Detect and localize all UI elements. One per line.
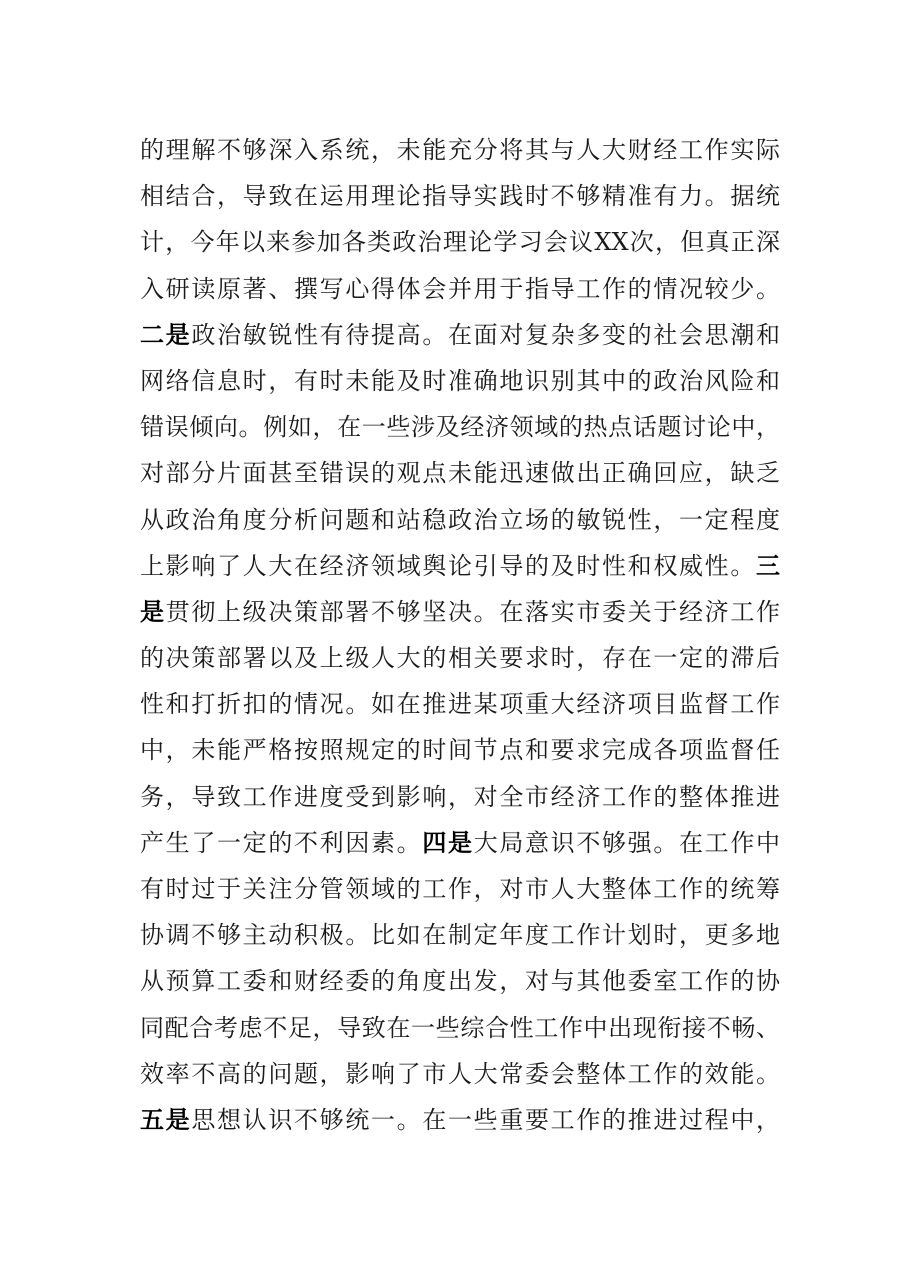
text-line (140, 219, 780, 265)
bold-lead-phrase: 四是 (422, 828, 474, 857)
text-line (140, 450, 780, 496)
text-run: 相结合，导致在运用理论指导实践时不够精准有力。据统 (140, 182, 780, 211)
text-run: 错误倾向。例如，在一些涉及经济领域的热点话题讨论中， (140, 413, 780, 442)
text-line (140, 635, 780, 681)
text-line (140, 727, 780, 773)
text-run: 的理解不够深入系统，未能充分将其与人大财经工作实际 (140, 136, 780, 164)
text-line (140, 958, 780, 1004)
text-run: 政治敏锐性有待提高。在面对复杂多变的社会思潮和 (191, 320, 781, 349)
text-line (140, 173, 780, 219)
text-line (140, 404, 780, 450)
text-line (140, 1005, 780, 1051)
text-run: 大局意识不够强。在工作中 (473, 828, 781, 857)
text-run: 产生了一定的不利因素。 (140, 828, 423, 857)
body-text (140, 127, 780, 1143)
bold-lead-phrase: 是 (140, 597, 166, 626)
bold-lead-phrase: 五是 (140, 1105, 192, 1134)
text-run: 同配合考虑不足，导致在一些综合性工作中出现衔接不畅、 (140, 1013, 780, 1042)
text-line (140, 497, 780, 543)
text-run: 协调不够主动积极。比如在制定年度工作计划时，更多地 (140, 921, 780, 950)
text-run: 思想认识不够统一。在一些重要工作的推进过程中， (191, 1105, 781, 1134)
text-run: 的决策部署以及上级人大的相关要求时，存在一定的滞后 (140, 644, 780, 673)
bold-lead-phrase: 三 (756, 551, 780, 580)
text-run: 中，未能严格按照规定的时间节点和要求完成各项监督任 (140, 736, 780, 765)
text-run: 网络信息时，有时未能及时准确地识别其中的政治风险和 (140, 366, 780, 395)
text-run: 有时过于关注分管领域的工作，对市人大整体工作的统筹 (140, 875, 780, 903)
text-line (140, 543, 780, 589)
text-run: 入研读原著、撰写心得体会并用于指导工作的情况较少。 (140, 274, 780, 303)
text-line (140, 774, 780, 820)
text-run: 计，今年以来参加各类政治理论学习会议XX次，但真正深 (140, 228, 780, 257)
text-line (140, 866, 780, 912)
text-run: 贯彻上级决策部署不够坚决。在落实市委关于经济工作 (165, 597, 781, 626)
text-run: 效率不高的问题，影响了市人大常委会整体工作的效能。 (140, 1059, 780, 1088)
text-line (140, 1097, 780, 1143)
text-line (140, 358, 780, 404)
text-line (140, 266, 780, 312)
text-run: 从政治角度分析问题和站稳政治立场的敏锐性，一定程度 (140, 505, 780, 534)
bold-lead-phrase: 二是 (140, 320, 192, 349)
text-line (140, 1051, 780, 1097)
text-run: 上影响了人大在经济领域舆论引导的及时性和权威性。 (140, 551, 756, 580)
text-run: 性和打折扣的情况。如在推进某项重大经济项目监督工作 (140, 690, 780, 719)
text-line (140, 312, 780, 358)
text-line (140, 589, 780, 635)
text-run: 对部分片面甚至错误的观点未能迅速做出正确回应，缺乏 (140, 459, 780, 488)
text-run: 务，导致工作进度受到影响，对全市经济工作的整体推进 (140, 782, 780, 811)
text-line (140, 912, 780, 958)
text-line (140, 681, 780, 727)
text-line (140, 127, 780, 173)
text-run: 从预算工委和财经委的角度出发，对与其他委室工作的协 (140, 967, 780, 996)
text-line (140, 820, 780, 866)
